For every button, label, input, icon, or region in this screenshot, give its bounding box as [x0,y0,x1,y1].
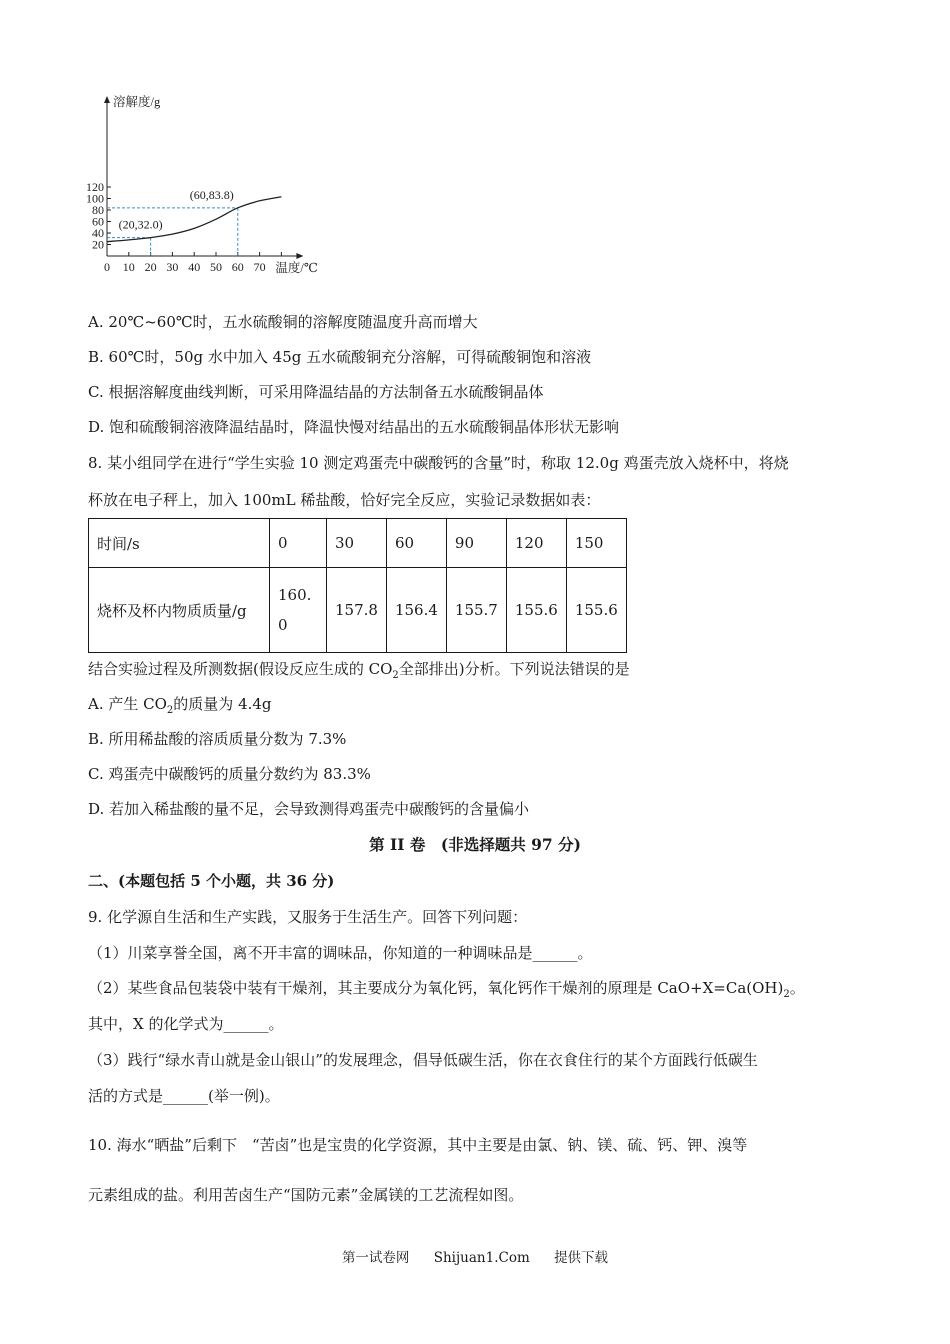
q7-option-d: D. 饱和硫酸铜溶液降温结晶时，降温快慢对结晶出的五水硫酸铜晶体形状无影响 [88,418,620,436]
q8-option-c: C. 鸡蛋壳中碳酸钙的质量分数约为 83.3% [88,765,371,783]
y-tick-label: 80 [92,203,104,217]
table-cell: 155.6 [506,568,566,653]
q9-part2 [88,977,805,1000]
table-cell: 0 [270,519,327,568]
table-row [89,568,627,653]
footer-site-name: 第一试卷网 [341,1250,410,1266]
x-tick-label: 70 [253,260,266,274]
q8-data-table [88,518,627,653]
chart-axes [86,96,303,274]
part2-title: 第 II 卷 (非选择题共 97 分) [369,835,581,854]
y-tick-label: 100 [86,191,104,206]
y-axis-label: 溶解度/g [113,95,161,109]
table-cell-line: 160. [278,586,312,604]
x-tick-label: 30 [166,260,179,274]
table-cell [270,568,327,653]
q9-part3-line1: （3）践行“绿水青山就是金山银山”的发展理念，倡导低碳生活，你在衣食住行的某个方面践行低碳生 [88,1051,758,1069]
chart-guides [107,208,238,256]
q7-option-b: B. 60℃时，50g 水中加入 45g 五水硫酸铜充分溶解，可得硫酸铜饱和溶液 [88,348,592,366]
y-tick-label: 40 [92,226,104,240]
q9-part1: （1）川菜享誉全国，离不开丰富的调味品，你知道的一种调味品是______。 [88,944,593,962]
point-annotation: (20,32.0) [118,217,163,232]
q8-stem-line2: 杯放在电子秤上，加入 100mL 稀盐酸，恰好完全反应，实验记录数据如表： [88,491,601,509]
footer-site-url: Shijuan1.Com [433,1250,530,1266]
table-cell: 155.6 [566,568,626,653]
x-tick-label: 0 [104,260,110,274]
q8-option-d: D. 若加入稀盐酸的量不足，会导致测得鸡蛋壳中碳酸钙的含量偏小 [88,800,530,818]
table-cell: 157.8 [327,568,387,653]
section-heading: 二、(本题包括 5 个小题，共 36 分) [88,872,335,890]
point-annotation: (60,83.8) [189,187,234,202]
text-part: 全部排出)分析。下列说法错误的是 [398,660,630,678]
subscript: 2 [166,705,174,716]
table-cell: 156.4 [386,568,446,653]
subscript: 2 [783,989,790,1000]
text-part: A. 产生 CO [88,695,167,713]
table-cell: 150 [566,519,626,568]
y-tick-label: 120 [86,180,104,194]
x-tick-label: 50 [210,260,222,274]
page-footer [0,1246,950,1266]
q8-option-b: B. 所用稀盐酸的溶质质量分数为 7.3% [88,730,347,748]
footer-download-note: 提供下载 [554,1250,609,1266]
table-cell: 90 [446,519,506,568]
q8-option-a [88,693,272,716]
table-row [89,519,627,568]
text-part: 的质量为 4.4g [173,695,272,713]
table-header-mass: 烧杯及杯内物质质量/g [89,568,270,653]
y-tick-label: 60 [92,214,104,229]
x-tick-label: 60 [231,260,244,274]
q9-part3-line2: 活的方式是______(举一例)。 [88,1087,280,1105]
y-tick-label: 20 [92,237,104,252]
chart-labels [113,94,318,275]
table-cell: 30 [327,519,387,568]
x-tick-label: 10 [122,260,135,274]
q8-stem-line1: 8. 某小组同学在进行“学生实验 10 测定鸡蛋壳中碳酸钙的含量”时，称取 12.0g 鸡蛋壳放入烧杯中，将烧 [88,454,789,472]
q9-part2-line2: 其中，X 的化学式为______。 [88,1015,284,1033]
table-header-time: 时间/s [89,519,270,568]
x-axis-arrow [296,253,303,259]
text-part: （2）某些食品包装袋中装有干燥剂，其主要成分为氧化钙，氧化钙作干燥剂的原理是 CaO+X=Ca(OH) [88,979,784,997]
q9-stem: 9. 化学源自生活和生产实践，又服务于生活生产。回答下列问题： [88,908,528,926]
q7-option-c: C. 根据溶解度曲线判断，可采用降温结晶的方法制备五水硫酸铜晶体 [88,383,544,401]
q10-line2: 元素组成的盐。利用苦卤生产“国防元素”金属镁的工艺流程如图。 [88,1186,524,1204]
table-cell: 155.7 [446,568,506,653]
q10-line1: 10. 海水“晒盐”后剩下 “苦卤”也是宝贵的化学资源，其中主要是由氯、钠、镁、硫、钙、钾、溴等 [88,1136,748,1154]
subscript: 2 [392,670,399,681]
solubility-chart [80,92,350,282]
table-cell: 120 [506,519,566,568]
text-part: 。 [789,979,805,997]
x-axis-label: 温度/℃ [275,261,318,275]
table-cell-line: 0 [278,616,288,634]
y-axis-arrow [104,96,110,103]
q8-instruction [88,658,630,681]
x-tick-label: 20 [144,260,157,274]
table-cell: 60 [386,519,446,568]
x-tick-label: 40 [188,260,201,274]
q7-option-a: A. 20℃~60℃时，五水硫酸铜的溶解度随温度升高而增大 [88,313,478,331]
text-part: 结合实验过程及所测数据(假设反应生成的 CO [88,660,393,678]
